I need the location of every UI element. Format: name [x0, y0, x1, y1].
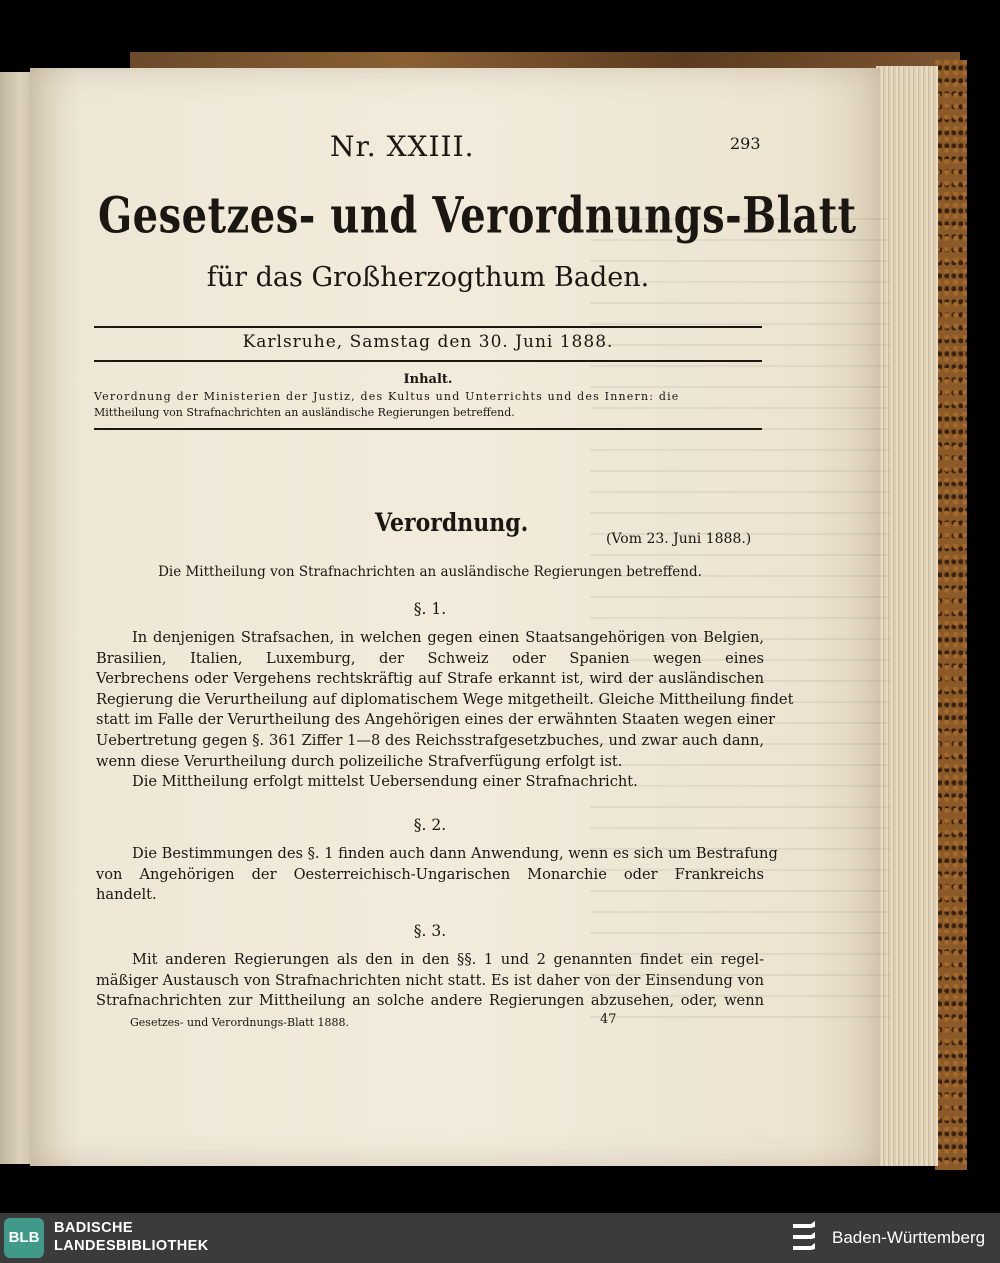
text-line: Verbrechens oder Vergehens rechtskräftig auf Strafe erkannt ist, wird der ausländischen — [96, 670, 764, 688]
blb-logo[interactable]: BLB — [4, 1218, 44, 1258]
text-line: statt im Falle der Verurtheilung des Angehörigen eines der erwähnten Staaten wegen einer — [96, 711, 776, 729]
section-label: §. 2. — [413, 816, 447, 834]
text-line: Uebertretung gegen §. 361 Ziffer 1—8 des Reichsstrafgesetzbuches, und zwar auch dann, — [96, 731, 764, 749]
divider-rule — [94, 360, 762, 362]
library-name-line1: BADISCHE — [54, 1220, 133, 1236]
divider-rule — [94, 326, 762, 328]
text-line: Regierung die Verurtheilung auf diplomatischem Wege mitgetheilt. Gleiche Mittheilung findet — [96, 690, 794, 708]
contents-heading: Inhalt. — [403, 372, 453, 387]
dateline: Karlsruhe, Samstag den 30. Juni 1888. — [242, 332, 614, 352]
book-cover-board — [935, 60, 967, 1170]
text-line: In denjenigen Strafsachen, in welchen gegen einen Staatsangehörigen von Belgien, — [132, 629, 764, 646]
section-body — [96, 628, 794, 793]
contents-line: Mittheilung von Strafnachrichten an ausländische Regierungen betreffend. — [94, 406, 515, 419]
text-line: mäßiger Austausch von Strafnachrichten nicht statt. Es ist daher von der Einsendung von — [96, 971, 764, 989]
ordinance-date: (Vom 23. Juni 1888.) — [606, 531, 752, 547]
issue-number: Nr. XXIII. — [330, 130, 475, 163]
text-line: Die Bestimmungen des §. 1 finden auch dann Anwendung, wenn es sich um Bestrafung — [132, 845, 778, 862]
footer-sheet-number: 47 — [600, 1012, 617, 1027]
left-page-edge — [0, 72, 34, 1164]
text-line: Strafnachrichten zur Mittheilung an solche andere Regierungen abzusehen, oder, wenn — [96, 992, 764, 1010]
ordinance-subject: Die Mittheilung von Strafnachrichten an ausländische Regierungen betreffend. — [158, 564, 702, 580]
section-label: §. 3. — [413, 922, 447, 940]
divider-rule — [94, 428, 762, 430]
document-subtitle: für das Großherzogthum Baden. — [206, 262, 650, 293]
section-body — [96, 844, 778, 906]
baden-wuerttemberg-lions-icon — [790, 1218, 820, 1258]
text-line: handelt. — [96, 886, 157, 904]
library-name-line2: LANDESBIBLIOTHEK — [54, 1238, 209, 1254]
footer-publication: Gesetzes- und Verordnungs-Blatt 1888. — [130, 1016, 350, 1029]
text-line: wenn diese Verurtheilung durch polizeiliche Strafverfügung erfolgt ist. — [96, 752, 623, 770]
text-line: Brasilien, Italien, Luxemburg, der Schweiz oder Spanien wegen eines — [96, 649, 764, 667]
text-line: von Angehörigen der Oesterreichisch-Ungarischen Monarchie oder Frankreichs — [96, 865, 764, 883]
page-number: 293 — [730, 134, 761, 153]
contents-line: Verordnung der Ministerien der Justiz, des Kultus und Unterrichts und des Innern: die — [94, 390, 680, 403]
text-line: Mit anderen Regierungen als den in den §§. 1 und 2 genannten findet ein regel- — [132, 951, 764, 968]
ordinance-heading: Verordnung. — [375, 508, 529, 538]
text-line: Die Mittheilung erfolgt mittelst Uebersendung einer Strafnachricht. — [132, 773, 638, 791]
document-title: Gesetzes- und Verordnungs-Blatt — [98, 186, 857, 245]
section-body — [96, 950, 764, 1012]
section-label: §. 1. — [413, 600, 447, 618]
partner-name[interactable]: Baden-Württemberg — [832, 1228, 986, 1247]
